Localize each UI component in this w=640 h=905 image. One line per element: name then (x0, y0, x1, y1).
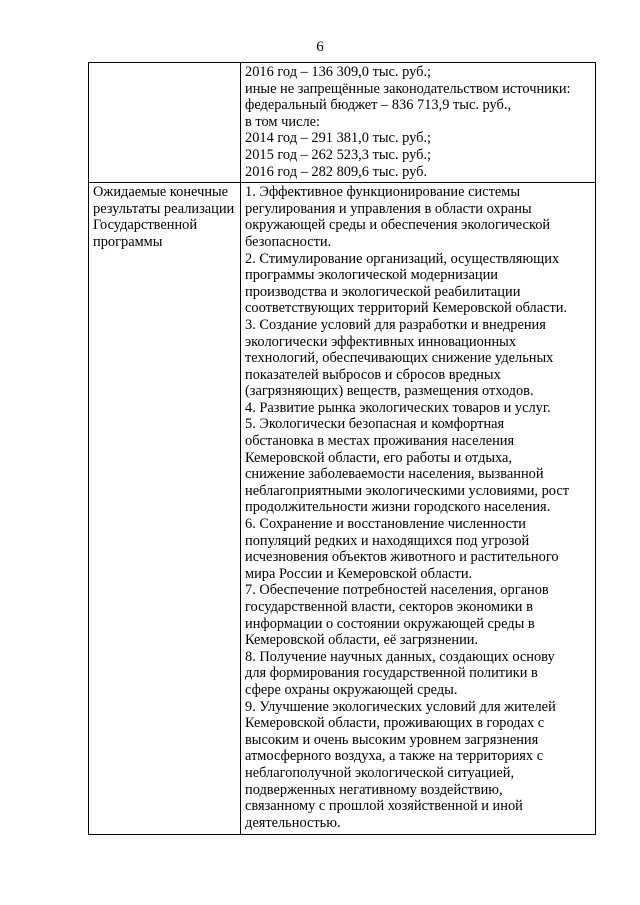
funding-line: 2014 год – 291 381,0 тыс. руб.; (245, 130, 432, 147)
row2-heading-cell (89, 183, 241, 835)
page-number: 6 (316, 39, 324, 55)
result-line: высоким и очень высоким уровнем загрязнения (245, 731, 539, 748)
result-line: Кемеровской области, её загрязнении. (245, 632, 479, 649)
result-line: показателей выбросов и сбросов вредных (245, 366, 501, 383)
result-line: продолжительности жизни городского населения. (245, 499, 551, 516)
result-line: обстановка в местах проживания населения (245, 433, 515, 450)
result-line: 6. Сохранение и восстановление численности (245, 516, 526, 533)
row-heading-line: Государственной (93, 217, 198, 234)
result-line: для формирования государственной политики в (245, 665, 538, 682)
row1-left-cell (89, 63, 241, 183)
result-line: 5. Экологически безопасная и комфортная (245, 416, 505, 433)
result-line: снижение заболеваемости населения, вызванной (245, 466, 544, 483)
result-line: соответствующих территорий Кемеровской области. (245, 300, 568, 317)
row1-right-cell (241, 63, 596, 183)
result-line: окружающей среды и обеспечения экологической (245, 217, 551, 234)
result-line: атмосферного воздуха, а также на территориях с (245, 748, 544, 765)
result-line: исчезновения объектов животного и растительного (245, 549, 559, 566)
row-heading-line: программы (93, 233, 163, 250)
result-line: неблагоприятными экологическими условиями, рост (245, 482, 570, 499)
result-line: сфере охраны окружающей среды. (245, 681, 458, 698)
funding-line: 2016 год – 136 309,0 тыс. руб.; (245, 64, 432, 80)
result-line: информации о состоянии окружающей среды в (245, 615, 535, 632)
funding-line: в том числе: (245, 113, 321, 130)
funding-line: иные не запрещённые законодательством источники: (245, 80, 571, 97)
result-line: регулирования и управления в области охраны (245, 200, 532, 217)
result-line: технологий, обеспечивающих снижение удельных (245, 350, 554, 367)
result-line: популяций редких и находящихся под угрозой (245, 532, 530, 549)
funding-line: 2016 год – 282 809,6 тыс. руб. (245, 163, 428, 180)
result-line: неблагополучной экологической ситуацией, (245, 764, 515, 781)
result-line: 7. Обеспечение потребностей населения, органов (245, 582, 549, 599)
result-line: безопасности. (245, 233, 332, 250)
result-line: 2. Стимулирование организаций, осуществляющих (245, 250, 560, 267)
result-line: мира России и Кемеровской области. (245, 565, 473, 582)
result-line: подверженных негативному воздействию, (245, 781, 503, 798)
result-line: деятельностью. (245, 814, 341, 831)
table-row-funding-continued (89, 63, 596, 183)
row-heading-line: Ожидаемые конечные (93, 184, 229, 201)
result-line: государственной власти, секторов экономики в (245, 599, 533, 615)
row2-results-cell (241, 183, 596, 835)
row-heading-line: результаты реализации (93, 200, 235, 217)
result-line: (загрязняющих) веществ, размещения отходов. (245, 383, 534, 400)
table-row-expected-results (89, 183, 596, 835)
result-line: 8. Получение научных данных, создающих основу (245, 648, 555, 665)
result-line: программы экологической модернизации (245, 267, 498, 284)
result-line: экологически эффективных инновационных (245, 333, 517, 350)
result-line: 3. Создание условий для разработки и внедрения (245, 316, 546, 333)
result-line: производства и экологической реабилитации (245, 283, 521, 300)
result-line: 4. Развитие рынка экологических товаров и услуг. (245, 399, 551, 416)
program-passport-table (88, 62, 596, 835)
result-line: Кемеровской области, его работы и отдыха, (245, 449, 513, 466)
result-line: 9. Улучшение экологических условий для жителей (245, 698, 556, 715)
result-line: связанному с прошлой хозяйственной и иной (245, 798, 523, 815)
funding-line: федеральный бюджет – 836 713,9 тыс. руб., (245, 97, 512, 114)
result-line: 1. Эффективное функционирование системы (245, 184, 521, 201)
funding-line: 2015 год – 262 523,3 тыс. руб.; (245, 146, 432, 163)
result-line: Кемеровской области, проживающих в городах с (245, 715, 545, 732)
